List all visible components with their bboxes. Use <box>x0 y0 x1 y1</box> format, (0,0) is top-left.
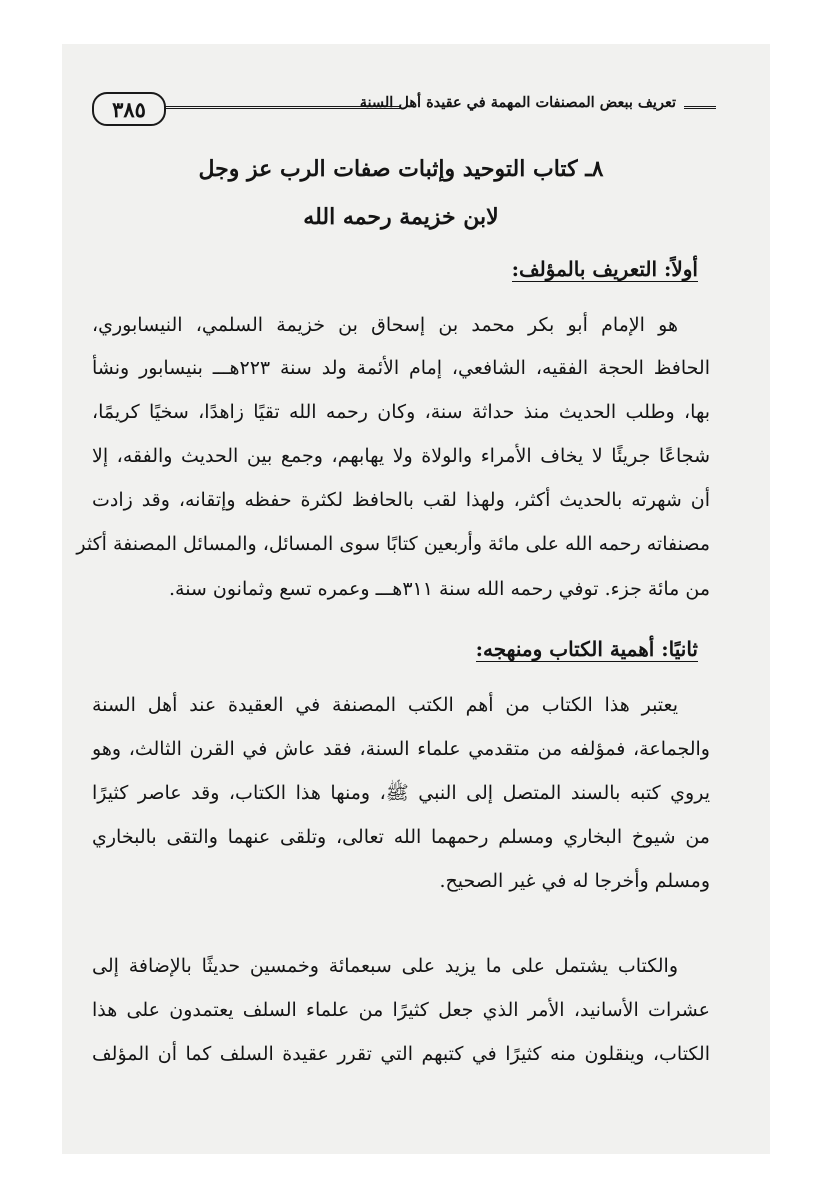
running-title: تعريف ببعض المصنفات المهمة في عقيدة أهل السنة <box>359 94 676 111</box>
text-line: من مائة جزء. توفي رحمه الله سنة ٣١١هـــ وعمره تسع وثمانون سنة. <box>168 578 710 600</box>
text-line: يروي كتبه بالسند المتصل إلى النبي ﷺ، ومنها هذا الكتاب، وقد عاصر كثيرًا <box>92 782 710 804</box>
text-line: بها، وطلب الحديث منذ حداثة سنة، وكان رحمه الله تقيًا زاهدًا، سخيًا كريمًا، <box>92 401 710 423</box>
book-page <box>76 72 710 1132</box>
text-line: ومسلم وأخرجا له في غير الصحيح. <box>439 870 710 892</box>
text-line: مصنفاته رحمه الله على مائة وأربعين كتابًا سوى المسائل، والمسائل المصنفة أكثر <box>76 533 710 555</box>
text-line: أن شهرته بالحديث أكثر، ولهذا لقب بالحافظ لكثرة حفظه وإتقانه، وقد زادت <box>92 489 710 511</box>
text-line: يعتبر هذا الكتاب من أهم الكتب المصنفة في العقيدة عند أهل السنة <box>92 694 678 716</box>
text-line: عشرات الأسانيد، الأمر الذي جعل كثيرًا من علماء السلف يعتمدون على هذا <box>92 999 710 1021</box>
text-line: الكتاب، وينقلون منه كثيرًا في كتبهم التي تقرر عقيدة السلف كما أن المؤلف <box>92 1043 710 1065</box>
text-line: والكتاب يشتمل على ما يزيد على سبعمائة وخمسين حديثًا بالإضافة إلى <box>92 955 678 977</box>
text-line: والجماعة، فمؤلفه من متقدمي علماء السنة، فقد عاش في القرن الثالث، وهو <box>92 738 710 760</box>
chapter-title: ٨ـ كتاب التوحيد وإثبات صفات الرب عز وجل <box>198 156 604 182</box>
text-line: هو الإمام أبو بكر محمد بن إسحاق بن خزيمة السلمي، النيسابوري، <box>92 314 678 336</box>
text-line: شجاعًا جريئًا لا يخاف الأمراء والولاة ولا يهابهم، وجمع بين الحديث والفقه، إلا <box>92 445 710 467</box>
chapter-author-line: لابن خزيمة رحمه الله <box>303 204 499 230</box>
header-ornament <box>684 106 716 111</box>
section-heading-author: أولاً: التعريف بالمؤلف: <box>511 257 698 281</box>
section-heading-importance: ثانيًا: أهمية الكتاب ومنهجه: <box>475 637 698 661</box>
page-number: ٣٨٥ <box>92 92 166 126</box>
text-line: من شيوخ البخاري ومسلم رحمهما الله تعالى، وتلقى عنهما والتقى بالبخاري <box>92 826 710 848</box>
text-line: الحافظ الحجة الفقيه، الشافعي، إمام الأئمة ولد سنة ٢٢٣هـــ بنيسابور ونشأ <box>92 357 710 379</box>
running-header <box>92 92 710 126</box>
